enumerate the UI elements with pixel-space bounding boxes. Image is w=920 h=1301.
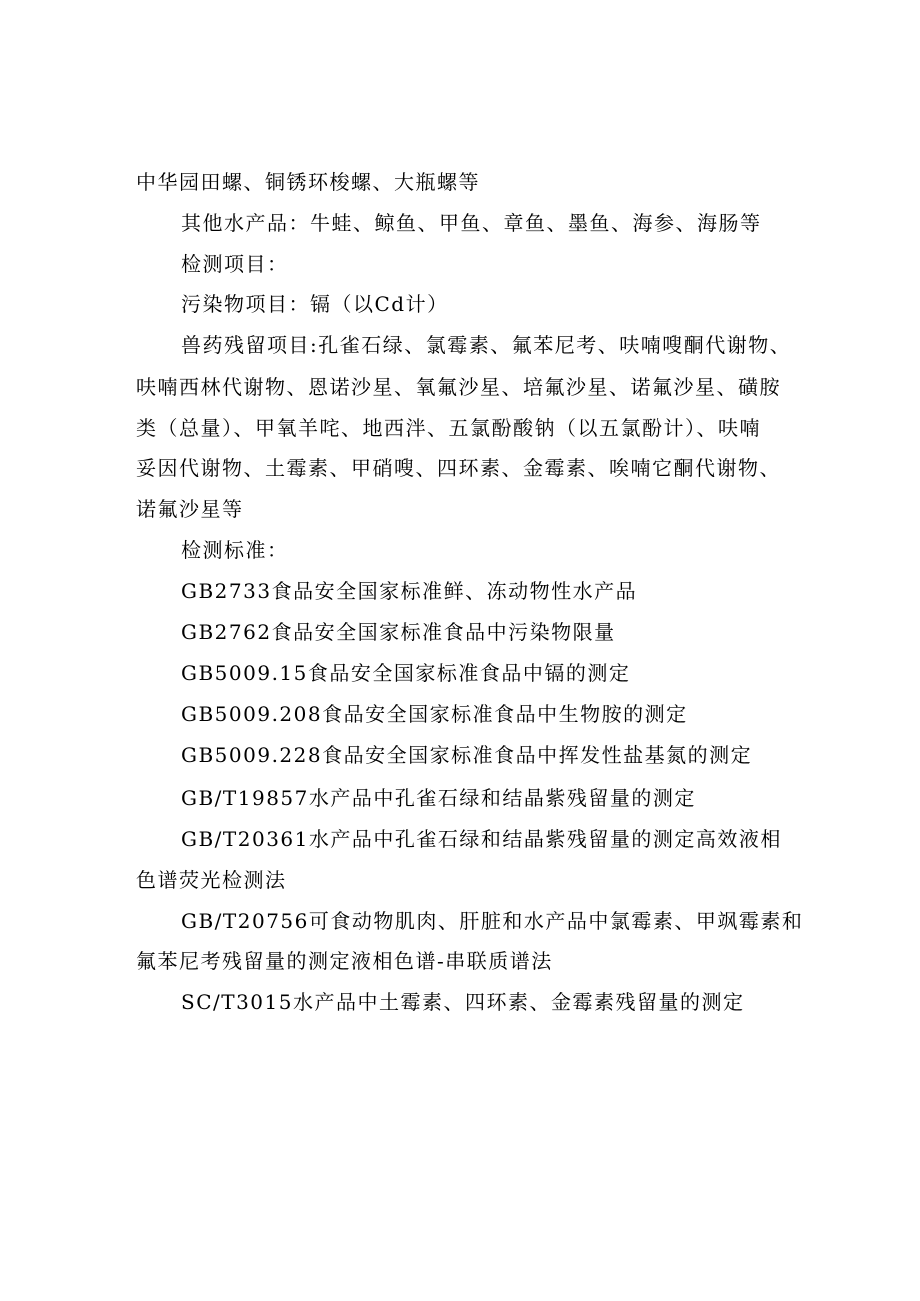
- text-line-vet-drug-1: 兽药残留项目:孔雀石绿、氯霉素、氟苯尼考、呋喃嗖酮代谢物、: [181, 333, 792, 357]
- section-heading-test-items: 检测项目：: [181, 252, 289, 276]
- text-line-vet-drug-4: 妥因代谢物、土霉素、甲硝嗖、四环素、金霉素、唉喃它酮代谢物、: [136, 456, 781, 480]
- standard-sct3015: SC/T3015水产品中土霉素、四环素、金霉素残留量的测定: [181, 990, 745, 1014]
- standard-gb5009-15: GB5009.15食品安全国家标准食品中镉的测定: [181, 661, 631, 685]
- standard-gbt20361-line1: GB/T20361水产品中孔雀石绿和结晶紫残留量的测定高效液相: [181, 827, 782, 851]
- text-line-1: 中华园田螺、铜锈环梭螺、大瓶螺等: [136, 170, 480, 194]
- standard-gbt20756-line1: GB/T20756可食动物肌肉、肝脏和水产品中氯霉素、甲飒霉素和: [181, 909, 804, 933]
- standard-gb2733: GB2733食品安全国家标准鲜、冻动物性水产品: [181, 579, 638, 603]
- standard-gbt20361-line2: 色谱荧光检测法: [136, 868, 287, 892]
- standard-gbt20756-line2: 氟苯尼考残留量的测定液相色谱-串联质谱法: [136, 949, 553, 973]
- text-line-vet-drug-2: 呋喃西林代谢物、恩诺沙星、氧氟沙星、培氟沙星、诺氟沙星、磺胺: [136, 375, 781, 399]
- standard-gb2762: GB2762食品安全国家标准食品中污染物限量: [181, 620, 616, 644]
- standard-gb5009-208: GB5009.208食品安全国家标准食品中生物胺的测定: [181, 702, 688, 726]
- text-line-pollutants: 污染物项目：镉（以Cd计）: [181, 292, 449, 316]
- text-line-vet-drug-5: 诺氟沙星等: [136, 497, 244, 521]
- text-line-2: 其他水产品：牛蛙、鲸鱼、甲鱼、章鱼、墨鱼、海参、海肠等: [181, 211, 762, 235]
- standard-gb5009-228: GB5009.228食品安全国家标准食品中挥发性盐基氮的测定: [181, 743, 753, 767]
- section-heading-test-standards: 检测标准：: [181, 538, 289, 562]
- text-line-vet-drug-3: 类（总量）、甲氧羊咤、地西泮、五氯酚酸钠（以五氯酚计）、呋喃: [136, 416, 761, 440]
- standard-gbt19857: GB/T19857水产品中孔雀石绿和结晶紫残留量的测定: [181, 786, 696, 810]
